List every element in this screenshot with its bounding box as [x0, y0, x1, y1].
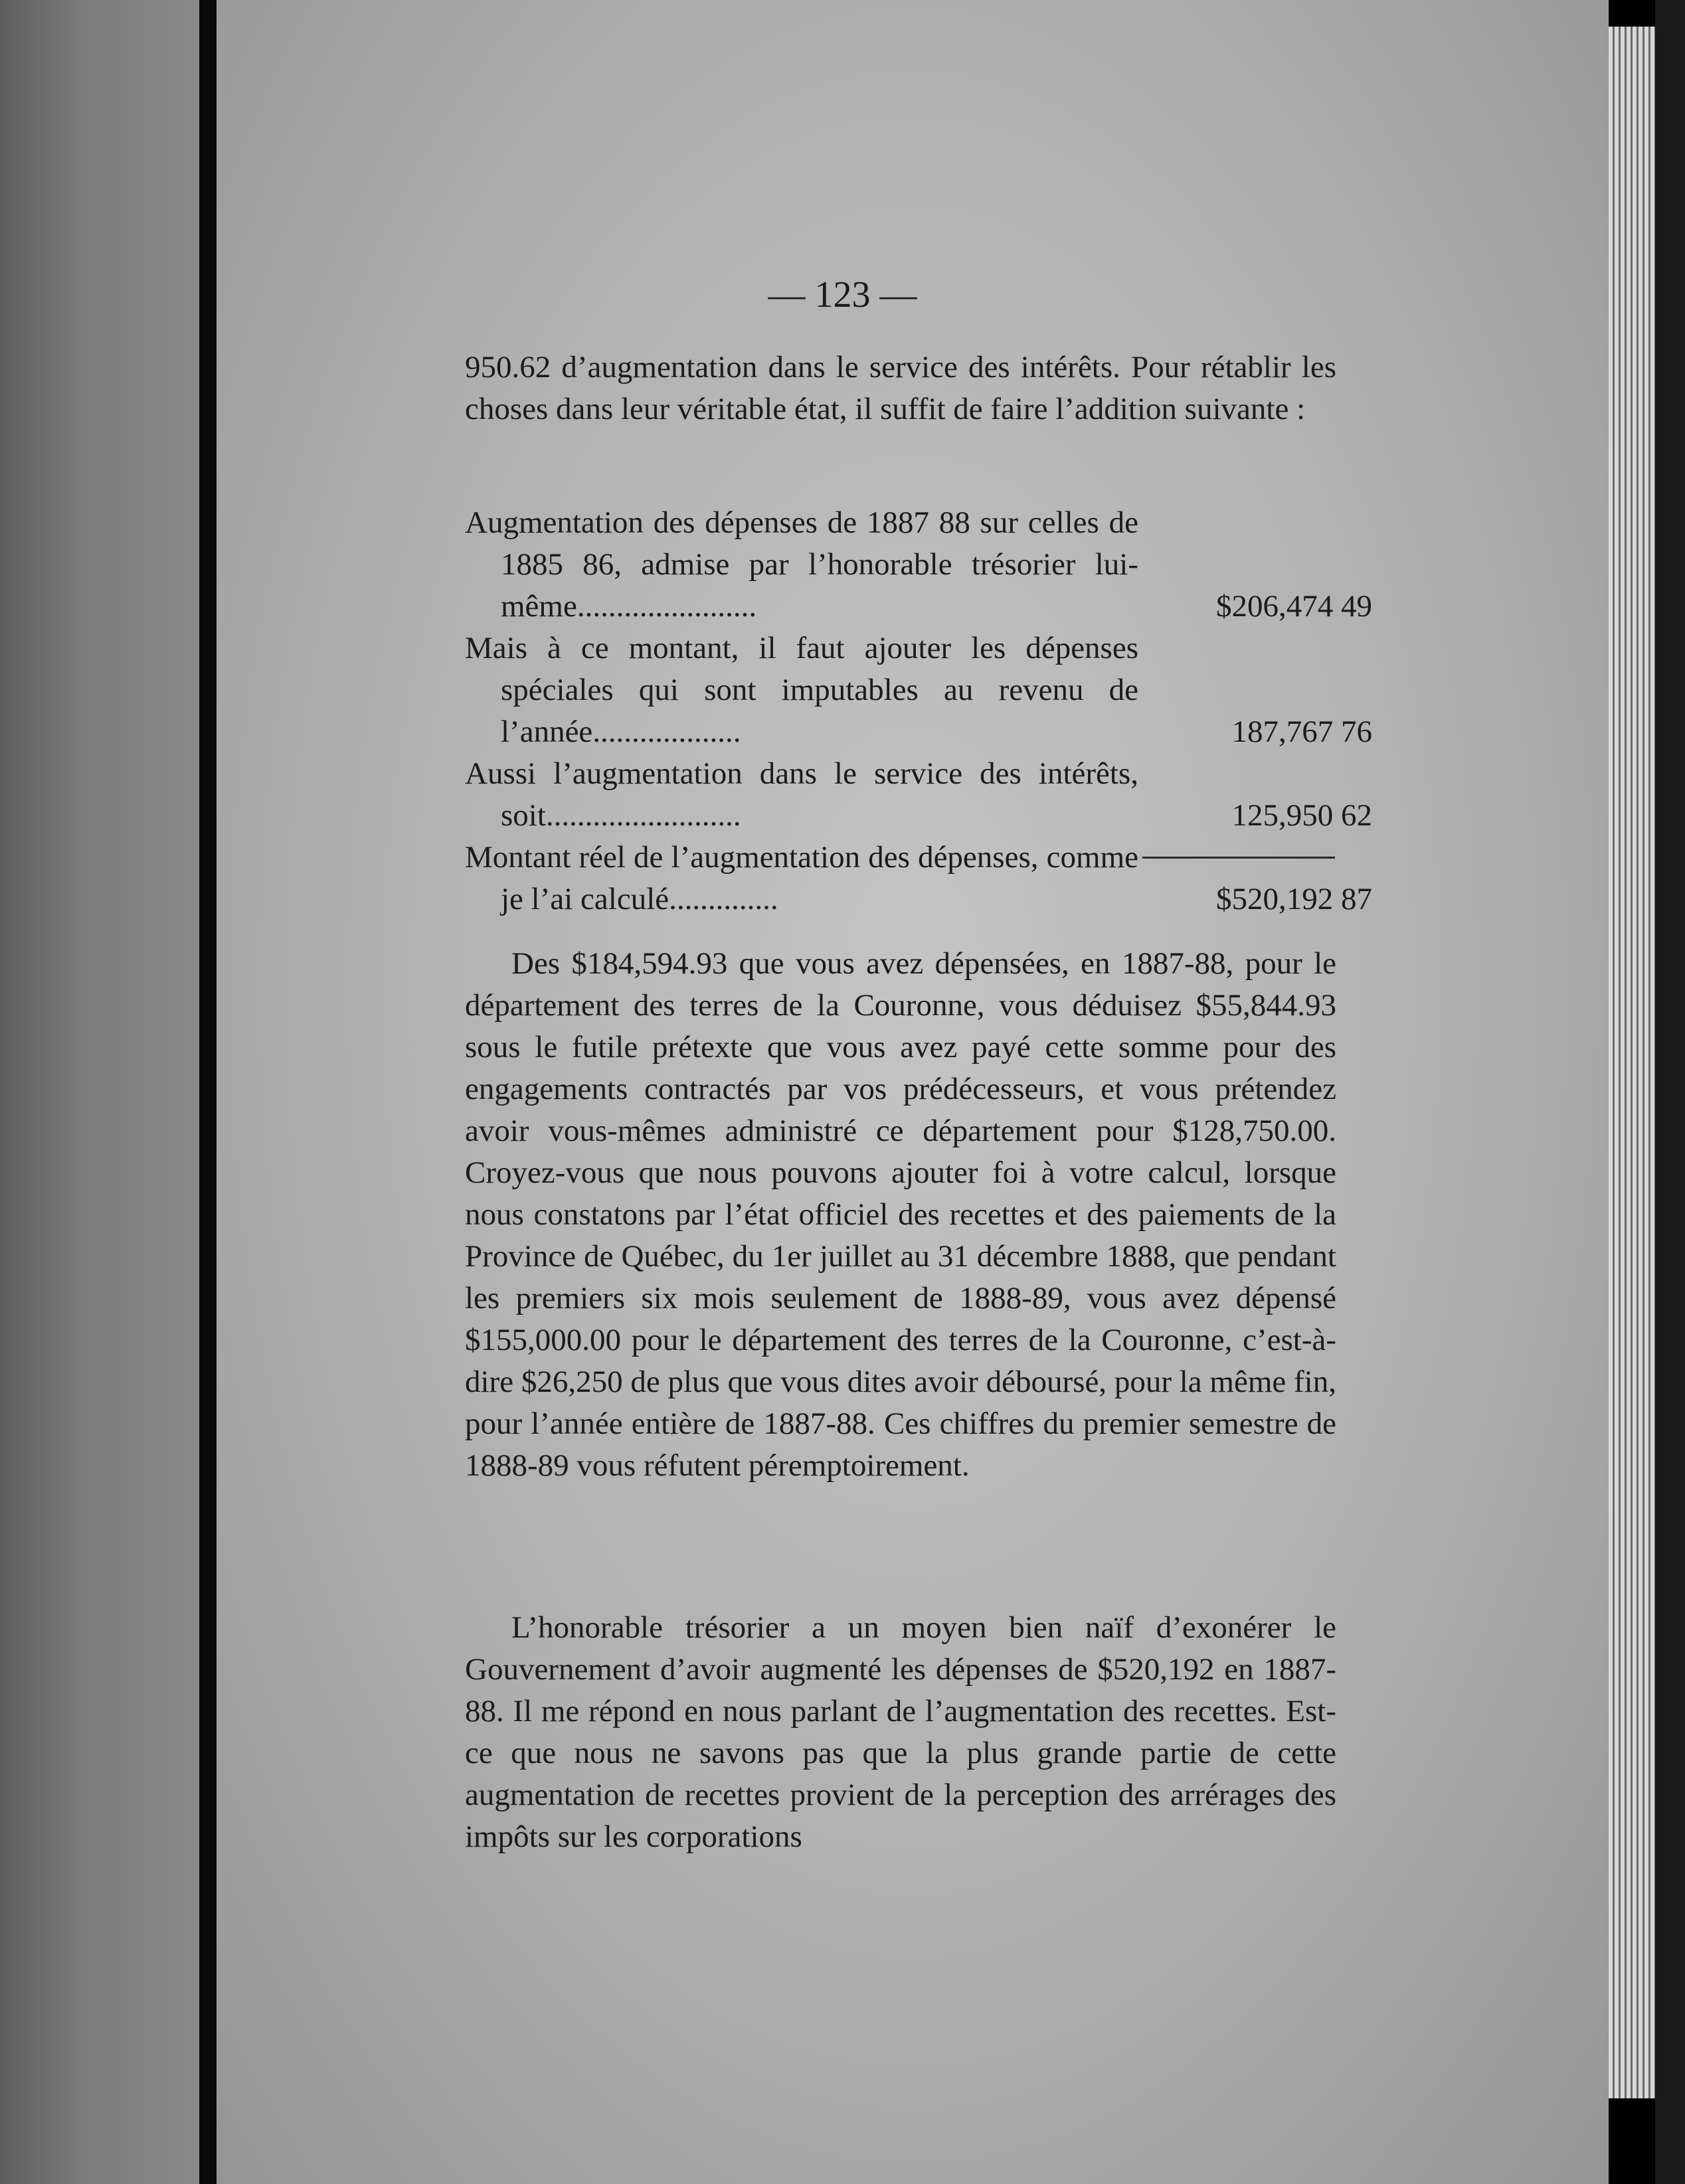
ledger-total-entry	[465, 837, 1372, 920]
page-number: — 123 —	[768, 274, 917, 315]
book-binding-gutter	[199, 0, 217, 2184]
ledger-total-amount: $520,192 87	[1216, 882, 1372, 916]
ledger-entry-amount: $206,474 49	[1216, 589, 1372, 624]
body-paragraph-text: Des $184,594.93 que vous avez dépensées, en 1887-88, pour le département des terres de la Couronne, vous déduisez $55,844.93 sous le futile prétexte que vous avez payé cette somme pour des engagements contractés par vos prédécesseurs, et vous prétendez avoir vous-mêmes administré ce département pour $128,750.00. Croyez-vous que nous pouvons ajouter foi à votre calcul, lorsque nous constatons par l’état officiel des recettes et des paiements de la Province de Québec, du 1er juillet au 31 décembre 1888, que pendant les premiers six mois seulement de 1888-89, vous avez dépensé $155,000.00 pour le département des terres de la Couronne, c’est-à-dire $26,250 de plus que vous dites avoir déboursé, pour la même fin, pour l’année entière de 1887-88. Ces chiffres du premier semestre de 1888-89 vous réfutent péremptoirement.	[465, 946, 1336, 1483]
body-paragraph	[465, 1607, 1336, 1858]
intro-text: 950.62 d’augmentation dans le service des intérêts. Pour rétablir les choses dans leur véritable état, il suffit de faire l’addition suivante :	[465, 350, 1336, 426]
page-edges	[1609, 27, 1655, 2098]
facing-page	[0, 0, 199, 2184]
ledger-entry	[465, 628, 1372, 753]
ledger-entry-amount: 187,767 76	[1231, 714, 1372, 749]
scan-border	[1655, 0, 1685, 2184]
ledger-entry-label: Augmentation des dépenses de 1887 88 sur celles de 1885 86, admise par l’honorable trésorier lui-même.......................	[465, 505, 1138, 624]
ledger-entry-label: Aussi l’augmentation dans le service des intérêts, soit.........................	[465, 756, 1138, 833]
ledger-entry-amount: 125,950 62	[1231, 798, 1372, 833]
intro-paragraph	[465, 347, 1336, 430]
body-paragraph-text: L’honorable trésorier a un moyen bien naïf d’exonérer le Gouvernement d’avoir augmenté les dépenses de $520,192 en 1887-88. Il me répond en nous parlant de l’augmentation des recettes. Est-ce que nous ne savons pas que la plus grande partie de cette augmentation de recettes provient de la perception des arrérages des impôts sur les corporations	[465, 1610, 1336, 1854]
ledger-entry	[465, 502, 1372, 628]
sum-rule	[1142, 857, 1335, 859]
body-paragraph	[465, 943, 1336, 1487]
ledger-entry-label: Mais à ce montant, il faut ajouter les dépenses spéciales qui sont imputables au revenu de l’année...................	[465, 631, 1138, 749]
ledger-entry-label: Montant réel de l’augmentation des dépenses, comme je l’ai calculé..............	[465, 840, 1138, 916]
ledger-entry	[465, 753, 1372, 837]
